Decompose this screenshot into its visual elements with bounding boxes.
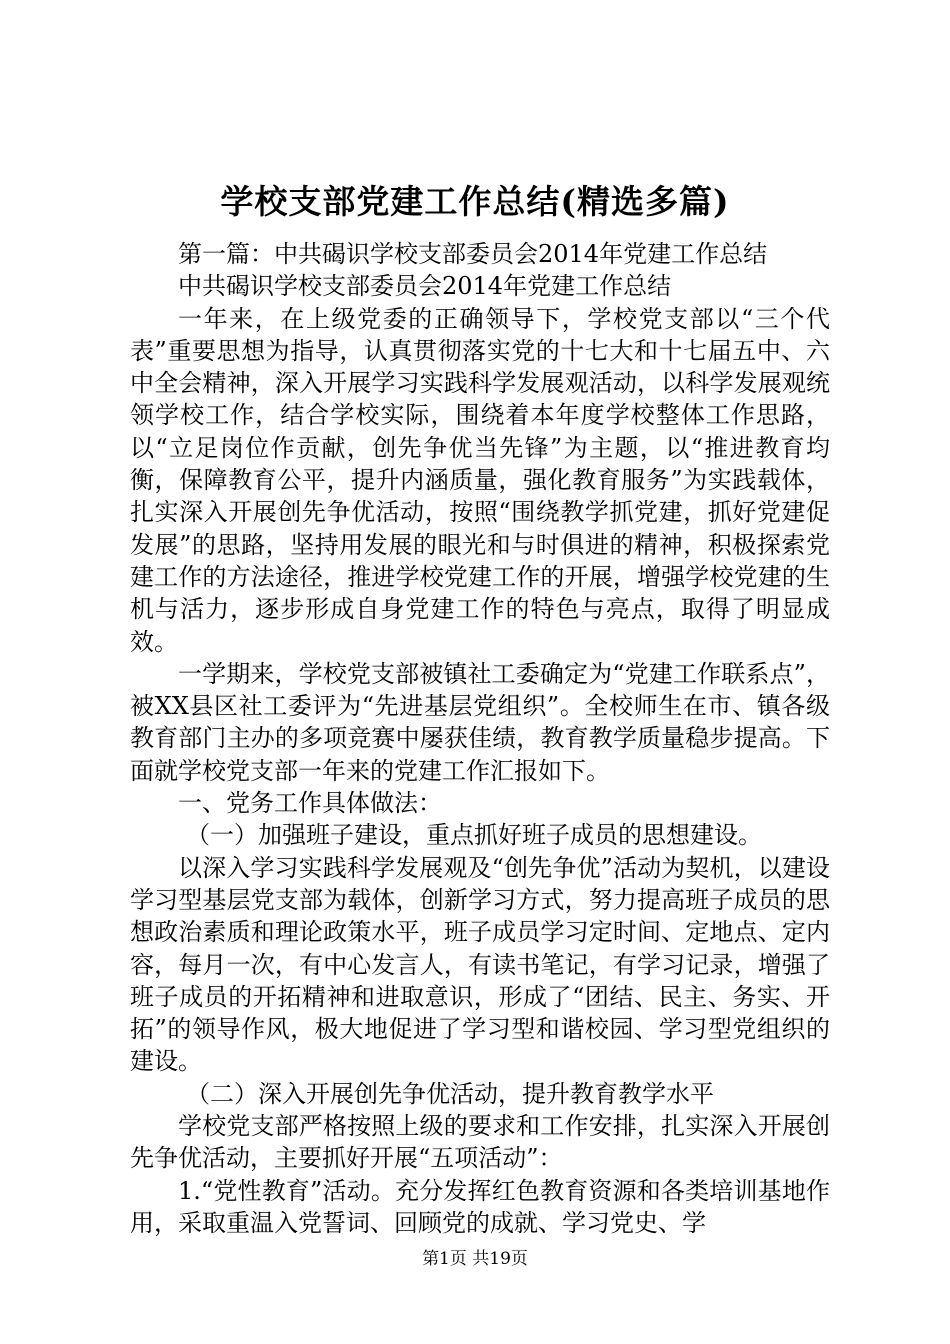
subsection-heading: （一）加强班子建设，重点抓好班子成员的思想建设。	[186, 821, 762, 850]
paragraph: 以深入学习实践科学发展观及“创先争优”活动为契机，以建设学习型基层党支部为载体，创新学习方式，努力提高班子成员的思想政治素质和理论政策水平，班子成员学习定时间、定地点、定内容，每月一次，有中心发言人，有读书笔记，有学习记录，增强了班子成员的开拓精神和进取意识，形成了“团结、民主、务实、开拓”的领导作风，极大地促进了学习型和谐校园、学习型党组织的建设。	[130, 853, 830, 1076]
paragraph: 一学期来，学校党支部被镇社工委确定为“党建工作联系点”，被XX县区社工委评为“先进基层党组织”。全校师生在市、镇各级教育部门主办的多项竞赛中屡获佳绩，教育教学质量稳步提高。下面就学校党支部一年来的党建工作汇报如下。	[130, 659, 830, 785]
paragraph: 一年来，在上级党委的正确领导下，学校党支部以“三个代表”重要思想为指导，认真贯彻落实党的十七大和十七届五中、六中全会精神，深入开展学习实践科学发展观活动，以科学发展观统领学校工作，结合学校实际，围绕着本年度学校整体工作思路，以“立足岗位作贡献，创先争优当先锋”为主题，以“推进教育均衡，保障教育公平，提升内涵质量，强化教育服务”为实践载体，扎实深入开展创先争优活动，按照“围绕教学抓党建，抓好党建促发展”的思路，坚持用发展的眼光和与时俱进的精神，积极探索党建工作的方法途径，推进学校党建工作的开展，增强学校党建的生机与活力，逐步形成自身党建工作的特色与亮点，取得了明显成效。	[130, 304, 830, 656]
section-heading: 第一篇：中共碣识学校支部委员会2014年党建工作总结	[178, 240, 768, 268]
document-title: 学校支部党建工作总结(精选多篇)	[220, 182, 730, 221]
document-body	[130, 238, 830, 1239]
page-footer: 第1页 共19页	[422, 1249, 528, 1269]
paragraph: 学校党支部严格按照上级的要求和工作安排，扎实深入开展创先争优活动，主要抓好开展“五项活动”：	[130, 1112, 830, 1173]
list-item: 1.“党性教育”活动。充分发挥红色教育资源和各类培训基地作用，采取重温入党誓词、回顾党的成就、学习党史、学	[130, 1176, 830, 1237]
section-heading: 一、党务工作具体做法：	[178, 789, 442, 818]
subsection-heading: （二）深入开展创先争优活动，提升教育教学水平	[186, 1079, 714, 1108]
subtitle: 中共碣识学校支部委员会2014年党建工作总结	[178, 272, 672, 301]
